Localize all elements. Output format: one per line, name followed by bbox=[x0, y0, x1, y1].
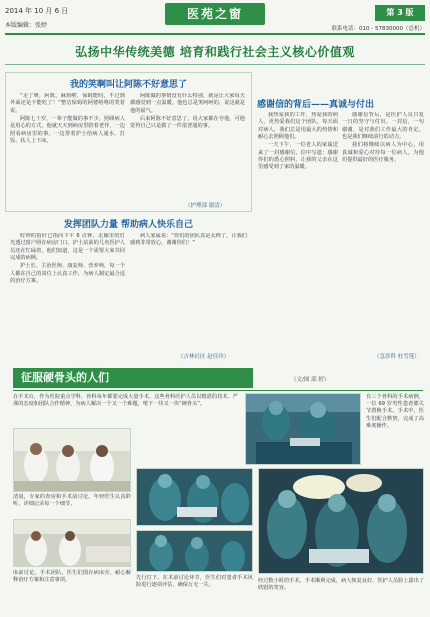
feature-credit: （文/图 邱 婷） bbox=[291, 377, 330, 383]
page-number: 第 3 版 bbox=[375, 5, 425, 21]
issue-date: 2014 年 10 月 6 日 bbox=[5, 7, 69, 15]
contact-phone: 联系电话：010 - 57830000（总机） bbox=[331, 26, 425, 32]
section-logo: 医苑之窗 bbox=[165, 3, 265, 25]
feature-title: 征服硬骨头的人们 bbox=[13, 368, 253, 388]
bedside-photo bbox=[13, 519, 131, 567]
paragraph: 我们将继续以病人为中心，用真诚和爱心对待每一位病人，为他们提供最好的医疗服务。 bbox=[342, 142, 424, 163]
feature-rule bbox=[13, 390, 423, 391]
article-title-left-top: 我的笑啊叫让阿陈不好意思了 bbox=[69, 80, 187, 90]
article-title-right: 感谢信的背后——真诚与付出 bbox=[257, 100, 375, 110]
masthead-rule bbox=[5, 33, 425, 35]
preop-photo bbox=[136, 530, 253, 572]
article-body-left-bottom-col2 bbox=[130, 233, 247, 348]
paragraph: 一天下午，一位老人的家属送来了一封感谢信，信中写道：感谢你们的悉心照料，让我的父亲在这里感受到了家的温暖。 bbox=[258, 142, 338, 171]
operation-photo-large bbox=[136, 468, 253, 526]
ward-round-photo bbox=[13, 428, 131, 492]
caption-photo4: 先行打下。在术前讨论环节，医生们对患者手术风险进行逐项评估，确保万无一失。 bbox=[136, 575, 253, 589]
feature-intro: 在手术台，作为医院重点学科，骨科每年都要完成大量手术。这些骨科医护人员以精湛的技术、严谨的态度和团队合作精神，为病人解决一个又一个难题，啃下一块又一块“硬骨头”。 bbox=[13, 394, 238, 408]
paragraph: 阿陈做的事情没有什么特别，就是让大家每天都感觉到一点温暖。他也总是笑呵呵的，说这就是他的福气。 bbox=[130, 93, 245, 114]
paragraph: 时钟的指针已指向下午 6 点钟，走廊里的灯光透过窗户照在病房门口。护士站前的几名医护人员还在忙碌着，他们知道，这是一个需要大家共同完成的病例。 bbox=[10, 233, 125, 262]
article-body-right-col2 bbox=[342, 112, 424, 349]
article-body-right-col1 bbox=[258, 112, 338, 357]
article-author-left-bottom: （吉林社区 赵佳玲） bbox=[178, 354, 230, 360]
article-author-right: （急诊科 杜雪莲） bbox=[374, 354, 420, 360]
article-author-left-top: （护理部 谢清） bbox=[185, 203, 226, 209]
article-body-left-top-col1 bbox=[10, 93, 125, 208]
paragraph: “走了呀，阿陈，麻烦啦，保姆能吗，不过到外面还是不能吃了！”整洁保姆的阿婆咯咯的笑着说。 bbox=[10, 93, 125, 114]
paragraph: 病人家属说：“你们的团队真是太棒了，让我们感到非常放心，谢谢你们！” bbox=[130, 233, 247, 247]
caption-photo3: 床前讨论，手术团队。医生们围在病床旁，耐心解释治疗方案和注意事项。 bbox=[13, 570, 131, 584]
article-body-left-top-col2 bbox=[130, 93, 245, 198]
article-body-left-bottom-col1 bbox=[10, 233, 125, 358]
operation-photo-team bbox=[258, 468, 424, 574]
paragraph: 护士长、主治医师、康复师、营养师，每一个人都在自己的岗位上认真工作，为病人制定最合适的治疗方案。 bbox=[10, 263, 125, 284]
page-headline: 弘扬中华传统美德 培育和践行社会主义核心价值观 bbox=[75, 45, 355, 59]
caption-photo1: 有三个骨科的手术病例，一位 69 岁男性患者膝关节置换手术。手术中，医生们配合默契，完成了高难度操作。 bbox=[366, 394, 424, 429]
article-title-left-bottom: 发挥团队力量 帮助病人快乐自己 bbox=[63, 220, 194, 230]
caption-photo5: 经过数小时的手术，手术顺利完成，病人恢复良好。医护人员脸上露出了欣慰的笑容。 bbox=[258, 578, 425, 592]
paragraph: 感谢信背后，是医护人员日复一日的坚守与付出。一封信，一句谢谢，是对我们工作最大的肯定，也是我们继续前行的动力。 bbox=[342, 112, 424, 141]
editor-line: 本版编辑：张婷 bbox=[5, 22, 48, 29]
headline-rule bbox=[5, 64, 425, 65]
feature-banner bbox=[5, 368, 425, 388]
surgery-photo bbox=[245, 393, 361, 465]
masthead bbox=[5, 3, 425, 43]
paragraph: 阿陈七十岁，一辈子能做的事不少，照顾病人是用心的方式，他就天天到病房里陪着老伴，一边照看病房里的事，一边帮着护士给病人递水、打饭、扶人上下床。 bbox=[10, 115, 125, 144]
caption-photo2: 清晨，专家的查房和手术前讨论。年轻医生认真聆听，详细记录每一个细节。 bbox=[13, 494, 131, 508]
paragraph: 后来阿陈不好意思了，说大家都在夸他，可他觉得自己只是做了一件很普通的事。 bbox=[130, 115, 245, 130]
paragraph: 我热爱我的工作，热爱我的病人，更热爱我们这个团队。每天面对病人，我们总是用最大的热情和耐心去照顾他们。 bbox=[258, 112, 338, 141]
